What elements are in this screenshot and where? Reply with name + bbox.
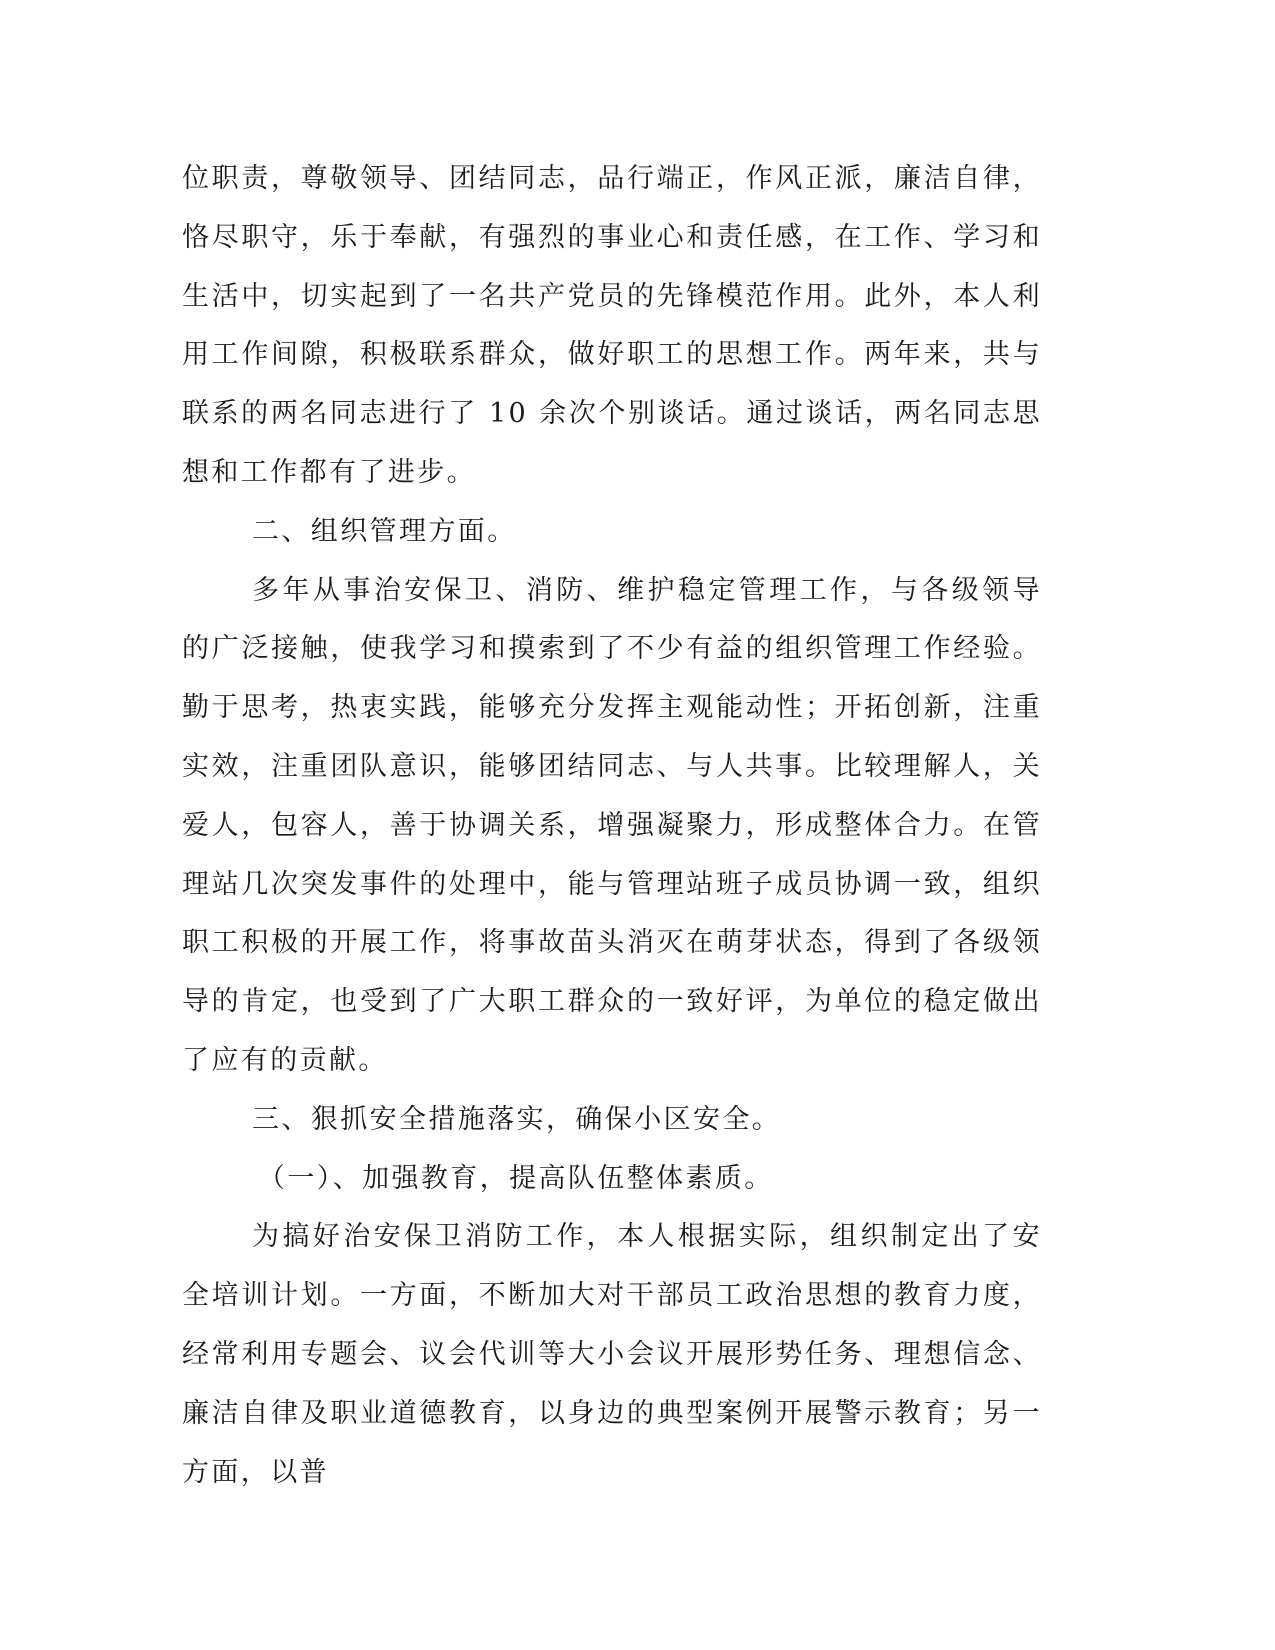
paragraph-safety-training: 为搞好治安保卫消防工作，本人根据实际，组织制定出了安全培训计划。一方面，不断加大对干部员工政治思想的教育力度，经常利用专题会、议会代训等大小会议开展形势任务、理想信念、廉洁自律及职业道德教育，以身边的典型案例开展警示教育；另一方面，以普 <box>182 1221 1042 1488</box>
subsection-heading-education: （一）、加强教育，提高队伍整体素质。 <box>258 1162 774 1194</box>
section-heading-organization-management: 二、组织管理方面。 <box>252 515 517 547</box>
section-heading-safety-measures: 三、狠抓安全措施落实，确保小区安全。 <box>252 1103 782 1135</box>
document-body <box>182 150 1042 1502</box>
paragraph-duty-performance: 位职责，尊敬领导、团结同志，品行端正，作风正派，廉洁自律，恪尽职守，乐于奉献，有强烈的事业心和责任感，在工作、学习和生活中，切实起到了一名共产党员的先锋模范作用。此外，本人利用工作间隙，积极联系群众，做好职工的思想工作。两年来，共与联系的两名同志进行了 10 余次个别谈话。通过谈话，两名同志思想和工作都有了进步。 <box>182 163 1042 488</box>
paragraph-organization-management: 多年从事治安保卫、消防、维护稳定管理工作，与各级领导的广泛接触，使我学习和摸索到了不少有益的组织管理工作经验。勤于思考，热衷实践，能够充分发挥主观能动性；开拓创新，注重实效，注重团队意识，能够团结同志、与人共事。比较理解人，关爱人，包容人，善于协调关系，增强凝聚力，形成整体合力。在管理站几次突发事件的处理中，能与管理站班子成员协调一致，组织职工积极的开展工作，将事故苗头消灭在萌芽状态，得到了各级领导的肯定，也受到了广大职工群众的一致好评，为单位的稳定做出了应有的贡献。 <box>182 574 1042 1076</box>
